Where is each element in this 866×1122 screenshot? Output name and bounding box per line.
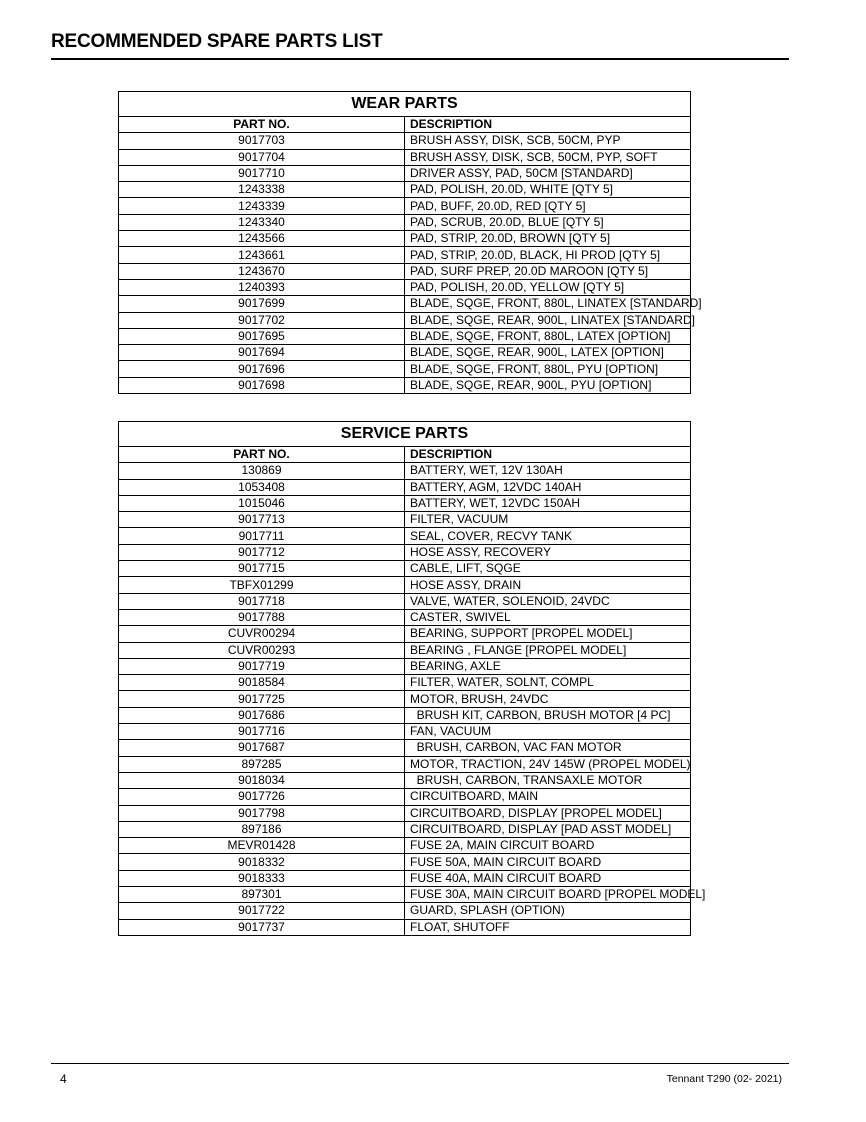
part-number: 130869 <box>119 463 405 479</box>
part-number: 9017798 <box>119 805 405 821</box>
table-row <box>119 198 691 214</box>
part-description: BATTERY, AGM, 12VDC 140AH <box>405 479 691 495</box>
part-number: 9017722 <box>119 903 405 919</box>
part-number: 1015046 <box>119 495 405 511</box>
table-row <box>119 609 691 625</box>
table-row <box>119 854 691 870</box>
part-description: VALVE, WATER, SOLENOID, 24VDC <box>405 593 691 609</box>
wear-col-description: DESCRIPTION <box>405 117 691 133</box>
part-number: 9017702 <box>119 312 405 328</box>
part-number: 9017719 <box>119 658 405 674</box>
service-col-description: DESCRIPTION <box>405 447 691 463</box>
part-description: BATTERY, WET, 12V 130AH <box>405 463 691 479</box>
part-description: BRUSH ASSY, DISK, SCB, 50CM, PYP <box>405 133 691 149</box>
part-number: 1240393 <box>119 279 405 295</box>
part-number: 9017704 <box>119 149 405 165</box>
table-row <box>119 805 691 821</box>
part-number: 9017715 <box>119 561 405 577</box>
part-number: 1243566 <box>119 231 405 247</box>
table-row <box>119 479 691 495</box>
part-description: SEAL, COVER, RECVY TANK <box>405 528 691 544</box>
part-number: 9018333 <box>119 870 405 886</box>
part-number: 1053408 <box>119 479 405 495</box>
table-row <box>119 772 691 788</box>
part-description: BLADE, SQGE, FRONT, 880L, PYU [OPTION] <box>405 361 691 377</box>
part-number: 1243340 <box>119 214 405 230</box>
part-description: CASTER, SWIVEL <box>405 609 691 625</box>
part-number: 9017726 <box>119 789 405 805</box>
table-row <box>119 740 691 756</box>
footer-doc-info: Tennant T290 (02- 2021) <box>666 1073 782 1085</box>
table-row <box>119 675 691 691</box>
part-number: 1243661 <box>119 247 405 263</box>
part-number: 9017712 <box>119 544 405 560</box>
part-number: 9017716 <box>119 724 405 740</box>
part-number: 9017711 <box>119 528 405 544</box>
part-description: DRIVER ASSY, PAD, 50CM [STANDARD] <box>405 165 691 181</box>
part-number: CUVR00294 <box>119 626 405 642</box>
part-description: BEARING, SUPPORT [PROPEL MODEL] <box>405 626 691 642</box>
part-description: BLADE, SQGE, FRONT, 880L, LATEX [OPTION] <box>405 328 691 344</box>
table-row <box>119 231 691 247</box>
table-row <box>119 149 691 165</box>
part-description: FUSE 50A, MAIN CIRCUIT BOARD <box>405 854 691 870</box>
table-row <box>119 463 691 479</box>
part-number: 9017703 <box>119 133 405 149</box>
part-number: 9017699 <box>119 296 405 312</box>
part-description: MOTOR, BRUSH, 24VDC <box>405 691 691 707</box>
table-row <box>119 528 691 544</box>
part-description: FUSE 40A, MAIN CIRCUIT BOARD <box>405 870 691 886</box>
part-number: 1243339 <box>119 198 405 214</box>
part-number: MEVR01428 <box>119 838 405 854</box>
part-number: 9018584 <box>119 675 405 691</box>
table-row <box>119 903 691 919</box>
table-row <box>119 821 691 837</box>
part-number: 9017788 <box>119 609 405 625</box>
wear-parts-table <box>118 91 702 394</box>
table-row <box>119 789 691 805</box>
table-row <box>119 263 691 279</box>
part-description: BATTERY, WET, 12VDC 150AH <box>405 495 691 511</box>
table-row <box>119 214 691 230</box>
part-description: BRUSH ASSY, DISK, SCB, 50CM, PYP, SOFT <box>405 149 691 165</box>
part-description: BLADE, SQGE, REAR, 900L, LINATEX [STANDARD] <box>405 312 691 328</box>
part-description: FILTER, WATER, SOLNT, COMPL <box>405 675 691 691</box>
table-row <box>119 279 691 295</box>
wear-parts-title: WEAR PARTS <box>119 92 691 117</box>
table-row <box>119 724 691 740</box>
part-description: PAD, SCRUB, 20.0D, BLUE [QTY 5] <box>405 214 691 230</box>
page-number: 4 <box>60 1072 67 1086</box>
table-row <box>119 658 691 674</box>
table-row <box>119 165 691 181</box>
service-parts-title: SERVICE PARTS <box>119 422 691 447</box>
part-number: 1243670 <box>119 263 405 279</box>
part-description: BEARING , FLANGE [PROPEL MODEL] <box>405 642 691 658</box>
part-number: 9017695 <box>119 328 405 344</box>
part-number: 9017694 <box>119 345 405 361</box>
table-row <box>119 345 691 361</box>
table-row <box>119 919 691 935</box>
part-number: 9017718 <box>119 593 405 609</box>
part-description: CIRCUITBOARD, DISPLAY [PROPEL MODEL] <box>405 805 691 821</box>
table-row <box>119 312 691 328</box>
table-row <box>119 377 691 393</box>
table-row <box>119 512 691 528</box>
page-title: RECOMMENDED SPARE PARTS LIST <box>51 31 383 52</box>
service-col-part-no: PART NO. <box>119 447 405 463</box>
part-number: 1243338 <box>119 182 405 198</box>
table-row <box>119 691 691 707</box>
wear-col-part-no: PART NO. <box>119 117 405 133</box>
table-row <box>119 133 691 149</box>
part-description: GUARD, SPLASH (OPTION) <box>405 903 691 919</box>
part-description: BLADE, SQGE, FRONT, 880L, LINATEX [STANDARD] <box>405 296 691 312</box>
part-description: PAD, SURF PREP, 20.0D MAROON [QTY 5] <box>405 263 691 279</box>
part-description: PAD, STRIP, 20.0D, BROWN [QTY 5] <box>405 231 691 247</box>
footer-divider <box>51 1063 789 1064</box>
part-description: FILTER, VACUUM <box>405 512 691 528</box>
table-row <box>119 544 691 560</box>
table-row <box>119 838 691 854</box>
table-row <box>119 707 691 723</box>
table-row <box>119 495 691 511</box>
part-description: CIRCUITBOARD, MAIN <box>405 789 691 805</box>
part-description: BLADE, SQGE, REAR, 900L, PYU [OPTION] <box>405 377 691 393</box>
part-number: 9018332 <box>119 854 405 870</box>
part-description: MOTOR, TRACTION, 24V 145W (PROPEL MODEL) <box>405 756 691 772</box>
part-description: FUSE 2A, MAIN CIRCUIT BOARD <box>405 838 691 854</box>
part-number: 897186 <box>119 821 405 837</box>
title-divider <box>51 58 789 60</box>
table-row <box>119 642 691 658</box>
part-number: 9017725 <box>119 691 405 707</box>
table-row <box>119 756 691 772</box>
part-description: FLOAT, SHUTOFF <box>405 919 691 935</box>
table-row <box>119 561 691 577</box>
part-number: 9018034 <box>119 772 405 788</box>
part-number: 9017710 <box>119 165 405 181</box>
part-description: HOSE ASSY, RECOVERY <box>405 544 691 560</box>
table-row <box>119 593 691 609</box>
part-number: 9017686 <box>119 707 405 723</box>
table-row <box>119 182 691 198</box>
table-row <box>119 247 691 263</box>
table-row <box>119 577 691 593</box>
table-row <box>119 887 691 903</box>
part-number: CUVR00293 <box>119 642 405 658</box>
part-number: TBFX01299 <box>119 577 405 593</box>
table-row <box>119 361 691 377</box>
service-parts-table <box>118 421 706 936</box>
part-description: BLADE, SQGE, REAR, 900L, LATEX [OPTION] <box>405 345 691 361</box>
part-number: 9017696 <box>119 361 405 377</box>
part-description: PAD, POLISH, 20.0D, WHITE [QTY 5] <box>405 182 691 198</box>
table-row <box>119 626 691 642</box>
part-description: BRUSH KIT, CARBON, BRUSH MOTOR [4 PC] <box>405 707 691 723</box>
part-description: CIRCUITBOARD, DISPLAY [PAD ASST MODEL] <box>405 821 691 837</box>
part-number: 9017713 <box>119 512 405 528</box>
part-description: BRUSH, CARBON, VAC FAN MOTOR <box>405 740 691 756</box>
part-description: FAN, VACUUM <box>405 724 691 740</box>
part-number: 9017698 <box>119 377 405 393</box>
part-description: PAD, BUFF, 20.0D, RED [QTY 5] <box>405 198 691 214</box>
table-row <box>119 328 691 344</box>
part-description: FUSE 30A, MAIN CIRCUIT BOARD [PROPEL MODEL] <box>405 887 691 903</box>
part-description: HOSE ASSY, DRAIN <box>405 577 691 593</box>
part-number: 897301 <box>119 887 405 903</box>
table-row <box>119 870 691 886</box>
part-number: 897285 <box>119 756 405 772</box>
table-row <box>119 296 691 312</box>
part-description: CABLE, LIFT, SQGE <box>405 561 691 577</box>
part-number: 9017687 <box>119 740 405 756</box>
part-description: PAD, STRIP, 20.0D, BLACK, HI PROD [QTY 5] <box>405 247 691 263</box>
part-description: PAD, POLISH, 20.0D, YELLOW [QTY 5] <box>405 279 691 295</box>
part-description: BEARING, AXLE <box>405 658 691 674</box>
part-number: 9017737 <box>119 919 405 935</box>
part-description: BRUSH, CARBON, TRANSAXLE MOTOR <box>405 772 691 788</box>
